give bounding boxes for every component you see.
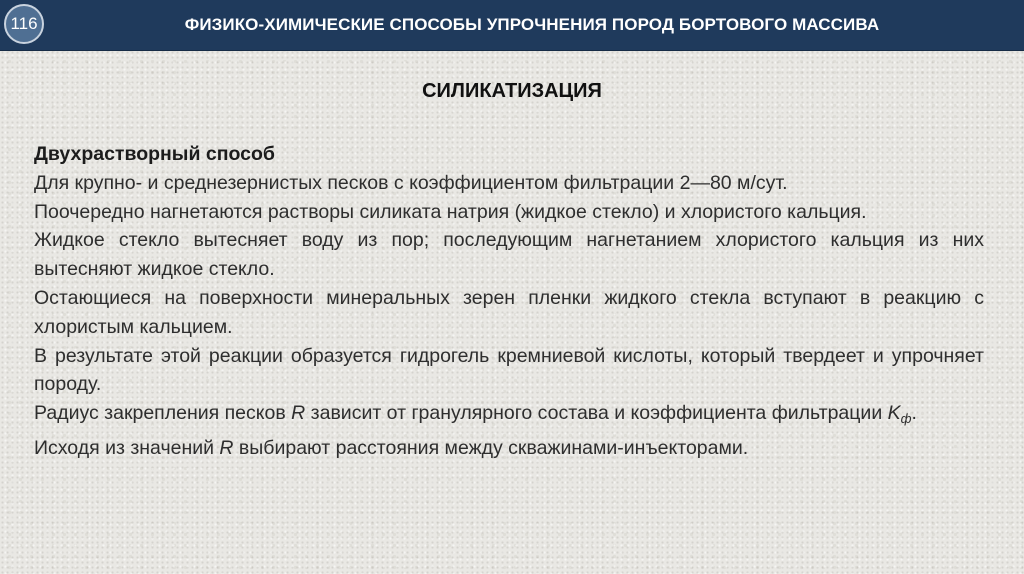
spacing-text-after: выбирают расстояния между скважинами-инъекторами. <box>233 436 749 459</box>
spacing-text-before: Исходя из значений <box>34 436 220 459</box>
coefficient-subscript: ф <box>900 411 912 427</box>
paragraph-filtration: Для крупно- и среднезернистых песков с коэффициентом фильтрации 2—80 м/сут. <box>34 171 788 194</box>
radius-symbol: R <box>291 402 306 425</box>
method-subtitle: Двухрастворный способ <box>34 143 275 165</box>
spacing-radius-symbol: R <box>219 436 234 459</box>
slide-number-badge: 116 <box>4 4 44 44</box>
paragraph-hydrogel: В результате этой реакции образуется гидрогель кремниевой кислоты, который твердеет и упрочняет породу. <box>34 344 984 396</box>
slide-body <box>34 140 984 463</box>
paragraph-radius <box>34 399 984 434</box>
coefficient-symbol: K <box>887 402 901 425</box>
radius-text-after: зависит от гранулярного состава и коэффициента фильтрации <box>305 402 888 425</box>
section-title: СИЛИКАТИЗАЦИЯ <box>422 80 602 102</box>
slide-title: ФИЗИКО-ХИМИЧЕСКИЕ СПОСОБЫ УПРОЧНЕНИЯ ПОРОД БОРТОВОГО МАССИВА <box>184 15 880 34</box>
paragraph-reaction: Остающиеся на поверхности минеральных зерен пленки жидкого стекла вступают в реакцию с хлористым кальцием. <box>34 286 984 338</box>
radius-text-end: . <box>911 402 917 425</box>
radius-text-before: Радиус закрепления песков <box>34 402 292 425</box>
slide-header <box>0 0 1024 51</box>
paragraph-spacing <box>34 434 984 463</box>
paragraph-displacement: Жидкое стекло вытесняет воду из пор; последующим нагнетанием хлористого кальция из них вытесняют жидкое стекло. <box>34 229 984 281</box>
paragraph-injection: Поочередно нагнетаются растворы силиката натрия (жидкое стекло) и хлористого кальция. <box>34 200 867 223</box>
